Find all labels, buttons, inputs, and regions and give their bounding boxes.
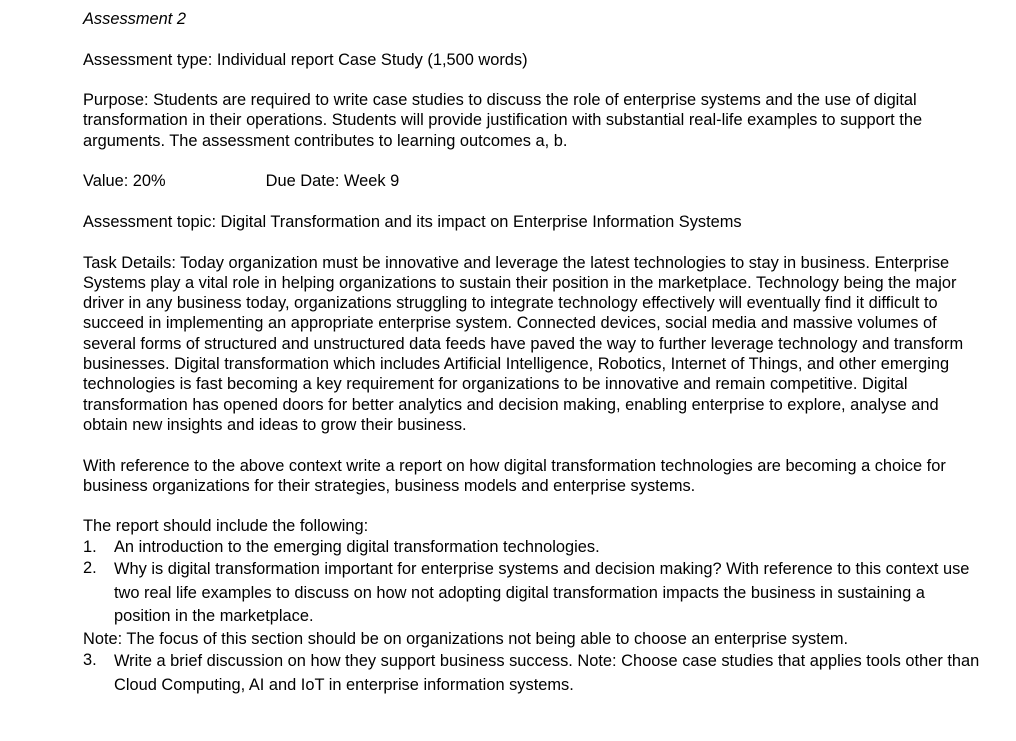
list-item (83, 558, 983, 629)
list-item-number: 3. (83, 651, 97, 670)
document-title: Assessment 2 (83, 10, 186, 28)
spacer (83, 435, 983, 455)
spacer (83, 496, 983, 516)
value-due-row (83, 171, 983, 191)
list-item-number: 2. (83, 559, 97, 578)
value-text: Value: 20% (83, 172, 166, 191)
document-page (83, 9, 983, 697)
assessment-topic: Assessment topic: Digital Transformation and its impact on Enterprise Information Systems (83, 212, 742, 231)
spacer (83, 70, 983, 90)
spacer (83, 29, 983, 49)
purpose-paragraph: Purpose: Students are required to write case studies to discuss the role of enterprise systems and the use of digital transformation in their operations. Students will provide justification with substantial real-life examples to support the arguments. The assessment contributes to learning outcomes a, b. (83, 91, 923, 150)
list-item (83, 650, 983, 697)
list-item-text: An introduction to the emerging digital transformation technologies. (114, 537, 600, 556)
task-details-paragraph: Task Details: Today organization must be innovative and leverage the latest technologies to stay in business. Enterprise Systems play a vital role in helping organizations to sustain their position in the marketplace. Technology being the major driver in any business today, organizations struggling to integrate technology effectively will eventually find it difficult to succeed in implementing an appropriate enterprise system. Connected devices, social media and massive volumes of several forms of structured and unstructured data feeds have paved the way to further leverage technology and transform businesses. Digital transformation which includes Artificial Intelligence, Robotics, Internet of Things, and other emerging technologies is fast becoming a key requirement for organizations to be innovative and remain competitive. Digital transformation has opened doors for better analytics and decision making, enabling enterprise to explore, analyse and obtain new insights and ideas to grow their business. (83, 253, 964, 434)
spacer (83, 151, 983, 171)
note-paragraph: Note: The focus of this section should be on organizations not being able to choose an enterprise system. (83, 629, 849, 648)
list-item-text: Why is digital transformation important for enterprise systems and decision making? With reference to this context use two real life examples to discuss on how not adopting digital transformation impacts the business in sustaining a position in the marketplace. (114, 560, 970, 626)
due-date-text: Due Date: Week 9 (265, 172, 400, 191)
assessment-type: Assessment type: Individual report Case Study (1,500 words) (83, 50, 528, 69)
list-item-number: 1. (83, 537, 97, 556)
spacer (83, 192, 983, 212)
list-item (83, 537, 983, 557)
spacer (83, 232, 983, 252)
reference-paragraph: With reference to the above context write a report on how digital transformation technologies are becoming a choice for business organizations for their strategies, business models and enterprise systems. (83, 456, 946, 495)
report-requirements-list-continued (83, 650, 983, 697)
list-item-text: Write a brief discussion on how they support business success. Note: Choose case studies that applies tools other than Cloud Computing, AI and IoT in enterprise information systems. (114, 652, 980, 694)
report-requirements-list (83, 537, 983, 629)
report-intro: The report should include the following: (83, 517, 369, 536)
